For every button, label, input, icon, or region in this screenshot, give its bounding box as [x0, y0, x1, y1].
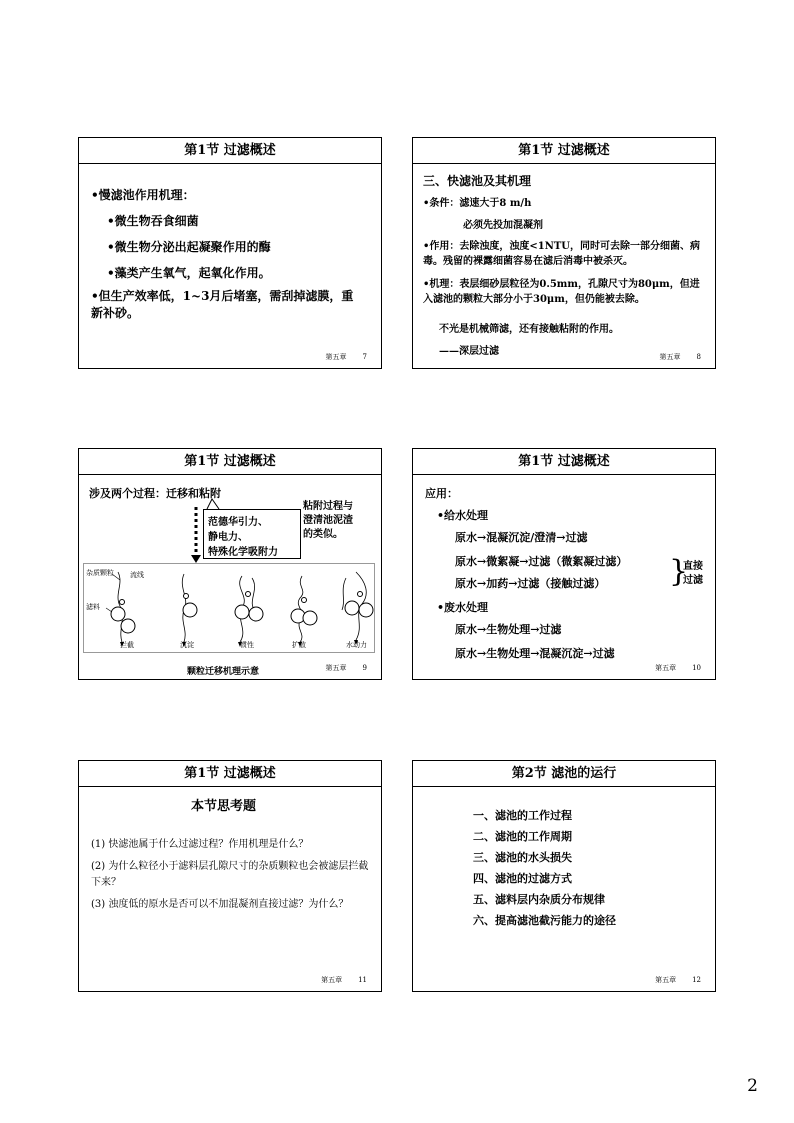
outline-item: 一、滤池的工作过程	[473, 809, 572, 822]
text-line: 应用：	[425, 487, 458, 500]
text-line: •微生物吞食细菌	[107, 214, 199, 228]
slide-12	[412, 760, 716, 992]
text-line: •机理：表层细砂层粒径为0.5mm，孔隙尺寸为80μm，但进入滤池的颗粒大部分小于30μm，但仍能被去除。	[423, 279, 700, 305]
note-line: 粘附过程与	[303, 501, 353, 512]
migration-diagram	[83, 563, 375, 653]
label-particle: 杂质颗粒	[86, 569, 114, 577]
slide-title: 第1节 过滤概述	[79, 138, 381, 164]
force-item: 静电力、	[208, 532, 248, 543]
slide-footer: 第五章 7	[325, 353, 367, 361]
slide-footer: 第五章 12	[655, 976, 701, 984]
outline-item: 六、提高滤池截污能力的途径	[473, 914, 616, 927]
outline-item: 五、滤料层内杂质分布规律	[473, 893, 605, 906]
note-line: 澄清池泥渣	[303, 515, 353, 526]
slide-title: 第1节 过滤概述	[79, 449, 381, 475]
text-line: 原水→生物处理→过滤	[455, 623, 562, 636]
mechanism-label: 扩散	[292, 641, 306, 649]
outline-item: 二、滤池的工作周期	[473, 830, 572, 843]
text-line: •微生物分泌出起凝聚作用的酶	[107, 240, 271, 254]
text-line: 原水→加药→过滤（接触过滤）	[455, 577, 606, 590]
mechanism-label: 水动力	[346, 641, 367, 649]
slide-8	[412, 137, 716, 369]
slide-title: 第1节 过滤概述	[413, 138, 715, 164]
question: (1) 快滤池属于什么过滤过程？作用机理是什么？	[91, 839, 309, 850]
intro-text: 涉及两个过程：迁移和粘附	[89, 487, 221, 500]
text-line: •慢滤池作用机理：	[91, 188, 195, 202]
text-line: 不光是机械筛滤，还有接触粘附的作用。	[439, 324, 619, 335]
slide-title: 第2节 滤池的运行	[413, 761, 715, 787]
mechanism-label: 惯性	[240, 641, 254, 649]
note-line: 的类似。	[303, 529, 343, 540]
diagram-graphics	[84, 564, 374, 652]
text-line: •但生产效率低，1~3月后堵塞，需刮掉滤膜，重新补砂。	[91, 289, 354, 320]
question: (3) 浊度低的原水是否可以不加混凝剂直接过滤？为什么？	[91, 899, 349, 910]
text-line: 原水→混凝沉淀/澄清→过滤	[455, 531, 588, 544]
slide-10	[412, 448, 716, 680]
question: (2) 为什么粒径小于滤料层孔隙尺寸的杂质颗粒也会被滤层拦截下来？	[91, 861, 369, 888]
label-media: 滤料	[86, 603, 100, 611]
mechanism-label: 沉淀	[180, 641, 194, 649]
force-item: 特殊化学吸附力	[208, 547, 278, 558]
slide-9	[78, 448, 382, 680]
outline-item: 三、滤池的水头损失	[473, 851, 572, 864]
slide-footer: 第五章 11	[321, 976, 367, 984]
text-line: •给水处理	[437, 509, 489, 522]
outline-item: 四、滤池的过滤方式	[473, 872, 572, 885]
text-line: 必须先投加混凝剂	[463, 220, 543, 231]
force-item: 范德华引力、	[208, 517, 268, 528]
slide-11	[78, 760, 382, 992]
slide-footer: 第五章 10	[655, 664, 701, 672]
text-line: ——深层过滤	[439, 346, 499, 357]
diagram-caption: 颗粒迁移机理示意	[187, 667, 260, 677]
slide-footer: 第五章 9	[325, 664, 367, 672]
brace-label: 过滤	[683, 575, 703, 586]
slide-7	[78, 137, 382, 369]
page-number: 2	[747, 1076, 758, 1096]
text-line: •藻类产生氧气，起氧化作用。	[107, 266, 271, 280]
brace-label: 直接	[683, 561, 703, 572]
slide-title: 第1节 过滤概述	[79, 761, 381, 787]
brace: }	[669, 554, 689, 589]
text-line: 三、快滤池及其机理	[423, 174, 532, 188]
slide-subtitle: 本节思考题	[191, 799, 257, 814]
mechanism-label: 拦截	[120, 641, 134, 649]
slide-title: 第1节 过滤概述	[413, 449, 715, 475]
text-line: •条件：滤速大于8 m/h	[423, 198, 532, 209]
text-line: 原水→微絮凝→过滤（微絮凝过滤）	[455, 555, 628, 568]
slide-footer: 第五章 8	[659, 353, 701, 361]
text-line: 原水→生物处理→混凝沉淀→过滤	[455, 647, 615, 660]
text-line: •作用：去除浊度，浊度<1NTU，同时可去除一部分细菌、病毒。残留的裸露细菌容易在滤后消毒中被杀灭。	[423, 241, 701, 267]
text-line: •废水处理	[437, 601, 489, 614]
label-streamline: 流线	[130, 571, 144, 579]
